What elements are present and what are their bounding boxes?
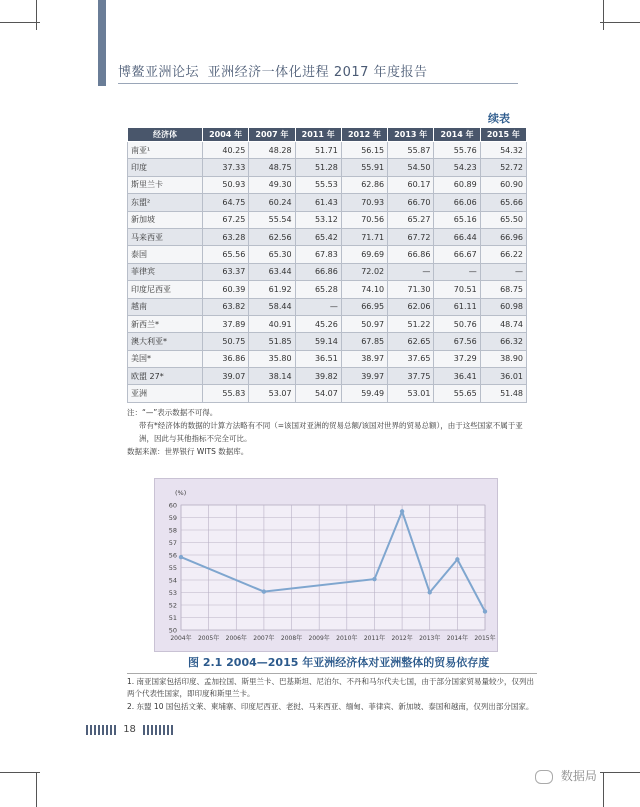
value-cell: 66.44: [434, 228, 480, 245]
value-cell: 69.69: [341, 246, 387, 263]
value-cell: 53.12: [295, 211, 341, 228]
value-cell: 54.50: [388, 159, 434, 176]
value-cell: 70.93: [341, 194, 387, 211]
value-cell: 55.54: [249, 211, 295, 228]
value-cell: 55.83: [203, 385, 249, 402]
data-point: [483, 609, 487, 613]
value-cell: 51.85: [249, 333, 295, 350]
value-cell: 63.28: [203, 228, 249, 245]
value-cell: 66.22: [480, 246, 526, 263]
value-cell: 51.71: [295, 142, 341, 159]
economy-name-cell: 越南: [128, 298, 203, 315]
header-forum: 博鳌亚洲论坛: [118, 65, 200, 80]
trade-dependence-table: [127, 127, 527, 403]
value-cell: 39.97: [341, 368, 387, 385]
value-cell: 66.86: [295, 263, 341, 280]
column-header: 2015 年: [480, 128, 526, 142]
value-cell: 53.01: [388, 385, 434, 402]
value-cell: 66.32: [480, 333, 526, 350]
value-cell: 66.67: [434, 246, 480, 263]
y-tick-label: 56: [168, 551, 177, 560]
y-tick-label: 50: [168, 626, 177, 635]
value-cell: 58.44: [249, 298, 295, 315]
note-source: 数据来源：世界银行 WITS 数据库。: [127, 447, 249, 456]
value-cell: 38.97: [341, 350, 387, 367]
y-tick-label: 60: [168, 501, 177, 510]
y-tick-label: 52: [168, 601, 177, 610]
table-row: [128, 281, 527, 298]
value-cell: —: [295, 298, 341, 315]
footnote-asean: 2. 东盟 10 国包括文莱、柬埔寨、印度尼西亚、老挝、马来西亚、缅甸、菲律宾、新加坡、泰国和越南，仅列出部分国家。: [127, 702, 534, 711]
table-row: [128, 159, 527, 176]
table-continued-label: 续表: [488, 112, 510, 125]
value-cell: 67.83: [295, 246, 341, 263]
column-header: 2007 年: [249, 128, 295, 142]
value-cell: 54.23: [434, 159, 480, 176]
value-cell: 71.71: [341, 228, 387, 245]
x-tick-label: 2014年: [446, 635, 469, 642]
x-tick-label: 2011年: [363, 635, 386, 642]
table-row: [128, 263, 527, 280]
header-rule: [118, 83, 518, 84]
crop-mark-top-right-h: [600, 22, 640, 23]
footer-stripes-left: [86, 725, 116, 735]
value-cell: 66.06: [434, 194, 480, 211]
economy-name-cell: 新加坡: [128, 211, 203, 228]
value-cell: 67.56: [434, 333, 480, 350]
value-cell: 74.10: [341, 281, 387, 298]
y-tick-label: 54: [168, 576, 177, 585]
chat-bubble-icon: [535, 770, 553, 784]
value-cell: 36.51: [295, 350, 341, 367]
y-tick-label: 51: [168, 614, 177, 622]
table-row: [128, 385, 527, 402]
value-cell: 40.25: [203, 142, 249, 159]
y-axis-label: (%): [175, 489, 187, 497]
table-row: [128, 368, 527, 385]
value-cell: 67.72: [388, 228, 434, 245]
value-cell: 52.72: [480, 159, 526, 176]
data-point: [372, 577, 376, 581]
value-cell: 63.82: [203, 298, 249, 315]
value-cell: 66.96: [480, 228, 526, 245]
x-tick-label: 2005年: [197, 635, 220, 642]
y-tick-label: 58: [168, 526, 177, 535]
column-header: 2013 年: [388, 128, 434, 142]
running-header: [118, 61, 428, 80]
y-tick-label: 55: [168, 564, 177, 572]
value-cell: 37.75: [388, 368, 434, 385]
value-cell: 66.95: [341, 298, 387, 315]
value-cell: 36.86: [203, 350, 249, 367]
value-cell: 51.22: [388, 315, 434, 332]
value-cell: 55.65: [434, 385, 480, 402]
table-body: [128, 142, 527, 403]
crop-mark-bottom-left-v: [36, 772, 37, 807]
value-cell: 67.25: [203, 211, 249, 228]
economy-name-cell: 美国*: [128, 350, 203, 367]
value-cell: 50.76: [434, 315, 480, 332]
value-cell: 60.17: [388, 176, 434, 193]
economy-name-cell: 马来西亚: [128, 228, 203, 245]
table-row: [128, 228, 527, 245]
value-cell: 60.39: [203, 281, 249, 298]
line-chart-panel: [154, 478, 498, 652]
economy-name-cell: 新西兰*: [128, 315, 203, 332]
economy-name-cell: 亚洲: [128, 385, 203, 402]
economy-name-cell: 澳大利亚*: [128, 333, 203, 350]
table-row: [128, 246, 527, 263]
footnote-south-asia: 1. 南亚国家包括印度、孟加拉国、斯里兰卡、巴基斯坦、尼泊尔、不丹和马尔代夫七国，由于部分国家贸易量较少，仅列出两个代表性国家，即印度和斯里兰卡。: [127, 677, 535, 698]
x-tick-label: 2015年: [474, 635, 496, 642]
value-cell: 65.30: [249, 246, 295, 263]
data-point: [455, 557, 459, 561]
economy-name-cell: 菲律宾: [128, 263, 203, 280]
crop-mark-bottom-right-h: [600, 772, 640, 773]
note-method: 带有*经济体的数据的计算方法略有不同（=该国对亚洲的贸易总额/该国对世界的贸易总额），由于这些国家不属于亚洲，因此与其他指标不完全可比。: [139, 421, 523, 443]
x-tick-label: 2008年: [280, 635, 303, 642]
column-header: 2014 年: [434, 128, 480, 142]
value-cell: 60.24: [249, 194, 295, 211]
column-header: 经济体: [128, 128, 203, 142]
value-cell: 67.85: [341, 333, 387, 350]
value-cell: 65.66: [480, 194, 526, 211]
value-cell: 45.26: [295, 315, 341, 332]
table-header-row: [128, 128, 527, 142]
value-cell: 50.93: [203, 176, 249, 193]
value-cell: 64.75: [203, 194, 249, 211]
value-cell: —: [434, 263, 480, 280]
value-cell: 65.42: [295, 228, 341, 245]
economy-name-cell: 泰国: [128, 246, 203, 263]
value-cell: 62.86: [341, 176, 387, 193]
economy-name-cell: 斯里兰卡: [128, 176, 203, 193]
column-header: 2004 年: [203, 128, 249, 142]
value-cell: 62.06: [388, 298, 434, 315]
value-cell: 51.28: [295, 159, 341, 176]
value-cell: 71.30: [388, 281, 434, 298]
value-cell: 60.90: [480, 176, 526, 193]
table-row: [128, 142, 527, 159]
column-header: 2012 年: [341, 128, 387, 142]
value-cell: 55.87: [388, 142, 434, 159]
table-row: [128, 333, 527, 350]
value-cell: 66.86: [388, 246, 434, 263]
value-cell: 53.07: [249, 385, 295, 402]
line-chart: [155, 479, 497, 651]
value-cell: 68.75: [480, 281, 526, 298]
value-cell: 51.48: [480, 385, 526, 402]
watermark: [535, 767, 597, 784]
value-cell: 70.56: [341, 211, 387, 228]
table-row: [128, 176, 527, 193]
x-tick-label: 2007年: [253, 635, 275, 642]
page-number: 18: [123, 724, 136, 735]
footnotes: [127, 673, 537, 714]
x-tick-label: 2013年: [419, 635, 441, 642]
x-tick-label: 2010年: [336, 635, 358, 642]
value-cell: 66.70: [388, 194, 434, 211]
value-cell: 55.53: [295, 176, 341, 193]
value-cell: 38.90: [480, 350, 526, 367]
value-cell: 61.92: [249, 281, 295, 298]
value-cell: 62.56: [249, 228, 295, 245]
value-cell: 37.29: [434, 350, 480, 367]
y-tick-label: 59: [168, 514, 177, 522]
data-point: [428, 590, 432, 594]
y-tick-label: 53: [168, 589, 177, 597]
value-cell: 37.65: [388, 350, 434, 367]
table-row: [128, 194, 527, 211]
economy-name-cell: 印度尼西亚: [128, 281, 203, 298]
data-point: [179, 555, 183, 559]
table-row: [128, 350, 527, 367]
data-point: [262, 589, 266, 593]
x-tick-label: 2006年: [225, 635, 247, 642]
y-tick-label: 57: [168, 539, 177, 547]
value-cell: —: [388, 263, 434, 280]
crop-mark-top-left-v: [36, 0, 37, 30]
value-cell: 62.65: [388, 333, 434, 350]
value-cell: 49.30: [249, 176, 295, 193]
value-cell: 54.07: [295, 385, 341, 402]
table-row: [128, 315, 527, 332]
note-unavailable: 注：“—”表示数据不可得。: [127, 408, 218, 417]
value-cell: 70.51: [434, 281, 480, 298]
crop-mark-bottom-right-v: [603, 772, 604, 807]
value-cell: 39.07: [203, 368, 249, 385]
column-header: 2011 年: [295, 128, 341, 142]
value-cell: 48.28: [249, 142, 295, 159]
value-cell: —: [480, 263, 526, 280]
value-cell: 35.80: [249, 350, 295, 367]
table-row: [128, 298, 527, 315]
crop-mark-top-left-h: [0, 22, 40, 23]
value-cell: 65.28: [295, 281, 341, 298]
footer-stripes-right: [143, 725, 173, 735]
x-tick-label: 2012年: [391, 635, 413, 642]
value-cell: 38.14: [249, 368, 295, 385]
value-cell: 50.97: [341, 315, 387, 332]
economy-name-cell: 印度: [128, 159, 203, 176]
economy-name-cell: 东盟²: [128, 194, 203, 211]
value-cell: 65.56: [203, 246, 249, 263]
value-cell: 36.41: [434, 368, 480, 385]
value-cell: 65.27: [388, 211, 434, 228]
x-tick-label: 2009年: [308, 635, 330, 642]
value-cell: 61.11: [434, 298, 480, 315]
value-cell: 63.37: [203, 263, 249, 280]
value-cell: 65.50: [480, 211, 526, 228]
data-point: [400, 509, 404, 513]
value-cell: 48.75: [249, 159, 295, 176]
footnote-rule: [127, 673, 537, 674]
watermark-text: 数据局: [560, 769, 597, 783]
value-cell: 37.89: [203, 315, 249, 332]
value-cell: 65.16: [434, 211, 480, 228]
table-row: [128, 211, 527, 228]
page-footer: [86, 724, 173, 736]
value-cell: 59.49: [341, 385, 387, 402]
economy-name-cell: 南亚¹: [128, 142, 203, 159]
crop-mark-bottom-left-h: [0, 772, 40, 773]
table-notes: [127, 406, 527, 458]
value-cell: 55.76: [434, 142, 480, 159]
value-cell: 50.75: [203, 333, 249, 350]
value-cell: 59.14: [295, 333, 341, 350]
value-cell: 55.91: [341, 159, 387, 176]
header-accent-bar: [98, 0, 106, 86]
value-cell: 36.01: [480, 368, 526, 385]
value-cell: 61.43: [295, 194, 341, 211]
economy-name-cell: 欧盟 27*: [128, 368, 203, 385]
value-cell: 56.15: [341, 142, 387, 159]
crop-mark-top-right-v: [603, 0, 604, 30]
value-cell: 63.44: [249, 263, 295, 280]
value-cell: 60.98: [480, 298, 526, 315]
value-cell: 40.91: [249, 315, 295, 332]
figure-caption: 图 2.1 2004—2015 年亚洲经济体对亚洲整体的贸易依存度: [188, 656, 490, 669]
value-cell: 54.32: [480, 142, 526, 159]
header-title: 亚洲经济一体化进程: [207, 65, 330, 80]
value-cell: 37.33: [203, 159, 249, 176]
x-tick-label: 2004年: [170, 635, 192, 642]
header-year-report: 2017 年度报告: [333, 65, 428, 80]
value-cell: 39.82: [295, 368, 341, 385]
value-cell: 48.74: [480, 315, 526, 332]
value-cell: 72.02: [341, 263, 387, 280]
value-cell: 60.89: [434, 176, 480, 193]
